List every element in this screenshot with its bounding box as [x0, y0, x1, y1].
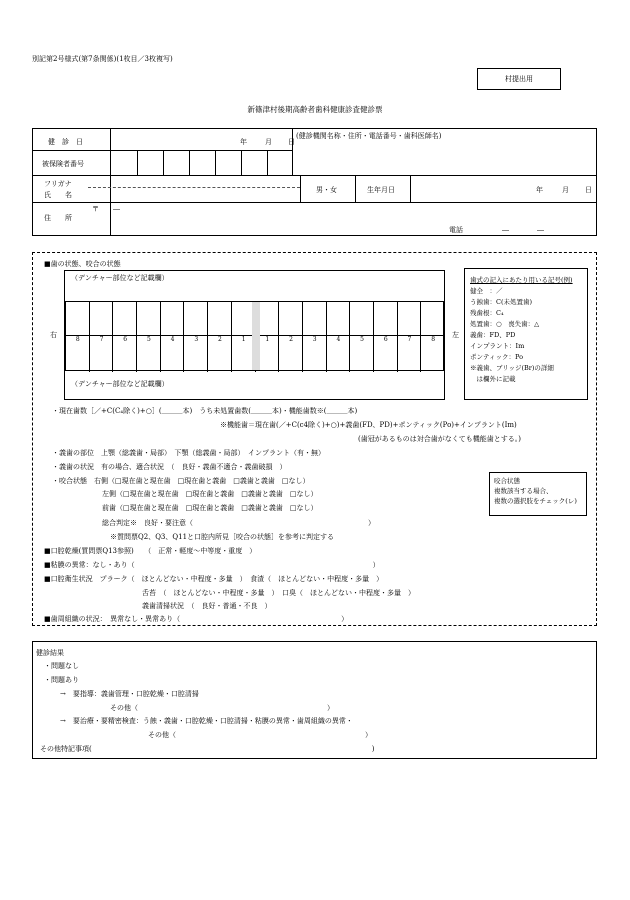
tooth-number: 4: [170, 336, 175, 343]
mucosa-abnormality: ■粘膜の異常：なし・あり（ ）: [44, 561, 380, 569]
left-label: 左: [452, 331, 459, 339]
page-title: 新篠津村後期高齢者歯科健康診査健診票: [247, 105, 383, 114]
occlusion-right: ・咬合状態 右側（□現在歯と現在歯 □現在歯と義歯 □義歯と義歯 □なし）: [52, 477, 310, 485]
name-label: 氏 名: [44, 191, 72, 199]
result-guidance-other: その他（ ）: [110, 704, 334, 712]
legend-title: 歯式の記入にあたり用いる記号(例): [470, 276, 573, 284]
denture-label-upper: （デンチャー部位など記載欄）: [71, 274, 169, 282]
address-label: 住 所: [44, 214, 72, 222]
functional-teeth-note: ※機能歯＝現在歯(／+C(c4除く)+○)+義歯(FD、PD)+ポンティック(Po)+インプラント(Im): [220, 421, 517, 429]
tooth-number: 2: [218, 336, 222, 343]
form-reference: 別記第2号様式(第7条関係)(1枚目／3枚複写): [32, 55, 173, 63]
hygiene-tongue: 舌苔 （ ほとんどない・中程度・多量 ） 口臭（ ほとんどない・中程度・多量 ）: [142, 589, 415, 597]
right-label: 右: [50, 331, 57, 339]
phone-label: 電話: [449, 226, 463, 234]
sex-field[interactable]: 男・女: [316, 186, 337, 194]
dental-section-title: ■歯の状態、咬合の状態: [44, 260, 121, 268]
result-problem[interactable]: ・問題あり: [44, 676, 79, 684]
date-day: 日: [288, 138, 295, 146]
periodontal-status: ■歯周組織の状況： 異常なし・異常あり（ ）: [44, 615, 349, 623]
tooth-number: 3: [194, 336, 199, 343]
result-no-problem[interactable]: ・問題なし: [44, 662, 79, 670]
legend-line: ポンティック：Po: [470, 353, 524, 361]
tooth-number: 7: [99, 336, 104, 343]
tooth-count-line: ・現在歯数［／+C(C₄除く)+○］(＿＿＿本) うち未処置歯数(＿＿＿本)・機能歯数※(＿＿＿本): [52, 407, 358, 415]
legend-line: 義歯：FD、PD: [470, 331, 516, 339]
denture-site: ・義歯の部位 上顎（総義歯・局部） 下顎（総義歯・局部） インプラント（有・無）: [52, 449, 325, 457]
tooth-number: 6: [123, 336, 128, 343]
occlusion-note-box: [489, 472, 587, 516]
legend-line: 健全 ：／: [470, 287, 503, 295]
result-treatment-other: その他（ ）: [148, 731, 372, 739]
copy-label-box: [477, 68, 561, 90]
occlusion-note-line2: 複数の選択肢をチェック(レ): [494, 497, 577, 505]
dry-mouth: ■口腔乾燥(質問票Q13参照) （ 正常・軽度～中等度・重度 ）: [44, 547, 257, 555]
legend-line: は欄外に記載: [470, 375, 516, 383]
occlusion-note-title: 咬合状態: [494, 477, 520, 485]
tooth-number: 3: [312, 336, 317, 343]
furigana-label: フリガナ: [44, 180, 72, 188]
birth-month: 月: [562, 186, 569, 194]
crown-note: (歯冠があるものは対合歯がなくても機能歯とする。): [358, 435, 521, 443]
date-month: 月: [265, 138, 272, 146]
tooth-number: 6: [383, 336, 388, 343]
tooth-number: 1: [265, 336, 270, 343]
occlusion-note-line1: 複数該当する場合、: [494, 487, 553, 495]
overall-judgment: 総合判定※ 良好・要注意（ ）: [102, 519, 375, 527]
insured-number-label: 被保険者番号: [42, 160, 84, 168]
result-treatment: → 要治療・要精密検査：う蝕・義歯・口腔乾燥・口腔清掃・粘膜の異常・歯周組織の異常・: [60, 717, 353, 725]
result-title: 健診結果: [36, 649, 64, 657]
result-guidance: → 要指導：義歯管理・口腔乾燥・口腔清掃: [60, 690, 199, 698]
legend-line: 残歯根：C₄: [470, 309, 504, 317]
info-table: [32, 128, 597, 236]
copy-label: 村提出用: [505, 75, 533, 83]
date-year: 年: [240, 138, 247, 146]
denture-label-lower: （デンチャー部位など記載欄）: [71, 380, 169, 388]
tooth-grid: [65, 301, 444, 371]
legend-box: [464, 268, 588, 400]
tooth-number: 2: [289, 336, 293, 343]
legend-line: インプラント：Im: [470, 342, 525, 350]
legend-line: ※義歯、ブリッジ(Br)の詳細: [470, 364, 554, 372]
tooth-number: 1: [241, 336, 246, 343]
denture-status: ・義歯の状況 有の場合、適合状況 （ 良好・義歯不適合・義歯破損 ）: [52, 463, 287, 471]
postal-code: 〒 ―: [92, 205, 120, 213]
birth-year: 年: [536, 186, 543, 194]
legend-line: 処置歯：○ 喪失歯：△: [470, 320, 540, 328]
phone-dash: ― ―: [502, 226, 544, 234]
result-notes: その他特記事項( ): [40, 745, 375, 753]
result-section: [32, 641, 597, 759]
legend-line: う蝕歯：C(未処置歯): [470, 298, 533, 306]
tooth-number: 5: [360, 336, 364, 343]
tooth-number: 5: [146, 336, 151, 343]
hygiene-denture: 義歯清掃状況 （ 良好・普通・不良 ）: [142, 602, 272, 610]
institution-label: (健診機関名称・住所・電話番号・歯科医師名): [296, 132, 442, 140]
tooth-number: 8: [431, 336, 436, 343]
tooth-number: 7: [407, 336, 412, 343]
occlusion-front: 前歯（□現在歯と現在歯 □現在歯と義歯 □義歯と義歯 □なし）: [102, 504, 318, 512]
midline-marker: [252, 302, 260, 370]
exam-date-label: 健 診 日: [48, 138, 83, 146]
tooth-chart: [64, 270, 445, 400]
birth-day: 日: [585, 186, 592, 194]
tooth-number: 8: [75, 336, 80, 343]
occlusion-left: 左側（□現在歯と現在歯 □現在歯と義歯 □義歯と義歯 □なし）: [102, 490, 318, 498]
hygiene-plaque: ■口腔衛生状況 プラーク（ ほとんどない・中程度・多量 ） 食渣（ ほとんどない・中程度・多量 ）: [44, 575, 384, 583]
tooth-number: 4: [336, 336, 341, 343]
judgment-note: ※質問票Q2、Q3、Q11と口腔内所見［咬合の状態］を参考に判定する: [110, 533, 335, 541]
birth-date-label: 生年月日: [367, 186, 395, 194]
